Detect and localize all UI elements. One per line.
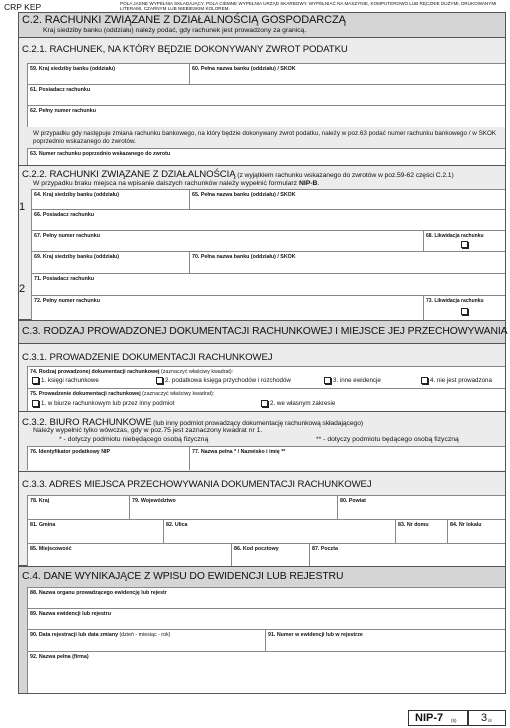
footnote-single-star: * - dotyczy podmiotu niebędącego osobą fizyczną	[59, 436, 209, 443]
field-74: 74. Rodzaj prowadzonej dokumentacji rachunkowej (zaznaczyć właściwy kwadrat): 1. księgi rachunkowe 2. podatkowa księga przychodów i rozchodów 3. inne ewidencje 4. nie jest prowadzona	[27, 366, 505, 388]
checkbox-73[interactable]	[461, 308, 468, 315]
checkbox-icon	[32, 377, 39, 384]
field-60[interactable]: 60. Pełna nazwa banku (oddziału) / SKOK	[189, 63, 505, 84]
checkbox-icon	[156, 377, 163, 384]
field-82[interactable]: 82. Ulica	[163, 519, 395, 543]
page-number: 3	[481, 712, 488, 724]
field-84[interactable]: 84. Nr lokalu	[447, 519, 505, 543]
page-number-box	[468, 710, 506, 726]
field-90[interactable]: 90. Data rejestracji lub data zmiany (dzień - miesiąc - rok)	[27, 629, 265, 651]
option-75-1[interactable]: 1. w biurze rachunkowym lub przez inny podmiot	[32, 400, 174, 407]
footnote-double-star: ** - dotyczy podmiotu będącego osobą fizyczną	[316, 436, 459, 443]
section-c22-subtitle: W przypadku braku miejsca na wpisanie dalszych rachunków należy wypełnić formularz NIP-B.	[33, 180, 320, 187]
page-total: /4	[488, 718, 492, 723]
field-75: 75. Prowadzenie dokumentacji rachunkowej (zaznaczyć właściwy kwadrat): 1. w biurze rachunkowym lub przez inny podmiot 2. we własnym zakresie	[27, 388, 505, 412]
field-80[interactable]: 80. Powiat	[337, 495, 505, 519]
field-86[interactable]: 86. Kod pocztowy	[231, 543, 309, 566]
section-c31-title: C.3.1. PROWADZENIE DOKUMENTACJI RACHUNKOWEJ	[22, 352, 273, 363]
instructions-note: POLA JASNE WYPEŁNIA SKŁADAJĄCY, POLA CIEMNE WYPEŁNIA URZĄD SKARBOWY. WYPEŁNIAĆ NA MASZYNIE, KOMPUTEROWO LUB RĘCZNIE DUŻYMI, DRUKOWANYMI LITERAMI, CZARNYM LUB NIEBIESKIM KOLOREM.	[120, 1, 497, 12]
field-67[interactable]: 67. Pełny numer rachunku	[31, 230, 423, 251]
field-81[interactable]: 81. Gmina	[27, 519, 163, 543]
field-92[interactable]: 92. Nazwa pełna (firma)	[27, 651, 505, 693]
checkbox-icon	[261, 400, 268, 407]
field-73: 73. Likwidacja rachunku	[423, 295, 505, 320]
section-c21-title: C.2.1. RACHUNEK, NA KTÓRY BĘDZIE DOKONYWANY ZWROT PODATKU	[22, 44, 348, 55]
option-74-1[interactable]: 1. księgi rachunkowe	[32, 377, 99, 384]
field-85[interactable]: 85. Miejscowość	[27, 543, 231, 566]
form-version: (5)	[451, 718, 457, 723]
option-74-4[interactable]: 4. nie jest prowadzona	[421, 377, 492, 384]
checkbox-68[interactable]	[461, 241, 468, 248]
checkbox-icon	[421, 377, 428, 384]
form-name-box	[408, 710, 468, 726]
field-64[interactable]: 64. Kraj siedziby banku (oddziału)	[31, 189, 189, 209]
field-79[interactable]: 79. Województwo	[129, 495, 337, 519]
section-c33-title: C.3.3. ADRES MIEJSCA PRZECHOWYWANIA DOKUMENTACJI RACHUNKOWEJ	[22, 479, 372, 490]
form-name: NIP-7	[415, 712, 444, 724]
field-69[interactable]: 69. Kraj siedziby banku (oddziału)	[31, 251, 189, 273]
option-74-3[interactable]: 3. inne ewidencje	[324, 377, 381, 384]
section-c33	[19, 471, 505, 565]
section-c32	[19, 411, 505, 471]
section-c2-title: C.2. RACHUNKI ZWIĄZANE Z DZIAŁALNOŚCIĄ GOSPODARCZĄ	[22, 14, 346, 26]
field-83[interactable]: 83. Nr domu	[395, 519, 447, 543]
field-59[interactable]: 59. Kraj siedziby banku (oddziału)	[27, 63, 189, 84]
field-62[interactable]: 62. Pełny numer rachunku	[27, 105, 505, 127]
field-71[interactable]: 71. Posiadacz rachunku	[31, 273, 505, 295]
section-c2-subtitle: Kraj siedziby banku (oddziału) należy podać, gdy rachunek jest prowadzony za granicą.	[43, 27, 307, 34]
section-c22	[19, 165, 505, 319]
field-77[interactable]: 77. Nazwa pełna * / Nazwisko i imię **	[189, 446, 505, 470]
checkbox-icon	[324, 377, 331, 384]
field-65[interactable]: 65. Pełna nazwa banku (oddziału) / SKOK	[189, 189, 505, 209]
option-74-2[interactable]: 2. podatkowa księga przychodów i rozchodów	[156, 377, 291, 384]
field-70[interactable]: 70. Pełna nazwa banku (oddziału) / SKOK	[189, 251, 505, 273]
row-number-1: 1	[19, 201, 26, 213]
field-66[interactable]: 66. Posiadacz rachunku	[31, 209, 505, 230]
field-78[interactable]: 78. Kraj	[27, 495, 129, 519]
section-c32-title: C.3.2. BIURO RACHUNKOWE (lub inny podmiot prowadzący dokumentację rachunkową składającego)	[22, 417, 364, 428]
field-88[interactable]: 88. Nazwa organu prowadzącego ewidencję lub rejestr	[27, 587, 505, 608]
field-61[interactable]: 61. Posiadacz rachunku	[27, 84, 505, 105]
section-c32-subtitle: Należy wypełnić tylko wówczas, gdy w poz.75 jest zaznaczony kwadrat nr 1.	[33, 427, 263, 434]
section-c22-title: C.2.2. RACHUNKI ZWIĄZANE Z DZIAŁALNOŚCIĄ (z wyjątkiem rachunku wskazanego do zwrotów w poz.59-62 części C.2.1)	[22, 169, 454, 180]
section-c4-title: C.4. DANE WYNIKAJĄCE Z WPISU DO EWIDENCJI LUB REJESTRU	[22, 571, 344, 582]
field-89[interactable]: 89. Nazwa ewidencji lub rejestru	[27, 608, 505, 629]
section-c21	[19, 37, 505, 165]
field-68: 68. Likwidacja rachunku	[423, 230, 505, 251]
field-87[interactable]: 87. Poczta	[309, 543, 505, 566]
section-c3-title: C.3. RODZAJ PROWADZONEJ DOKUMENTACJI RACHUNKOWEJ I MIEJSCE JEJ PRZECHOWYWANIA	[22, 326, 508, 337]
section-c2	[18, 12, 506, 320]
checkbox-icon	[32, 400, 39, 407]
field-72[interactable]: 72. Pełny numer rachunku	[31, 295, 423, 320]
row-number-2: 2	[19, 283, 26, 295]
field-76[interactable]: 76. Identyfikator podatkowy NIP	[27, 446, 189, 470]
form-code: CRP KEP	[4, 2, 42, 12]
field-63[interactable]: 63. Numer rachunku poprzednio wskazanego do zwrotu	[27, 148, 505, 166]
option-75-2[interactable]: 2. we własnym zakresie	[261, 400, 335, 407]
section-c3	[18, 320, 506, 566]
section-c4	[18, 566, 506, 694]
section-c31	[19, 343, 505, 411]
change-account-note: W przypadku gdy następuje zmiana rachunku bankowego, na który będzie dokonywany zwrot podatku, należy w poz.63 podać numer rachunku bankowego / w SKOK poprzednio wskazanego do zwrotów.	[33, 130, 497, 145]
field-91[interactable]: 91. Numer w ewidencji lub w rejestrze	[265, 629, 505, 651]
